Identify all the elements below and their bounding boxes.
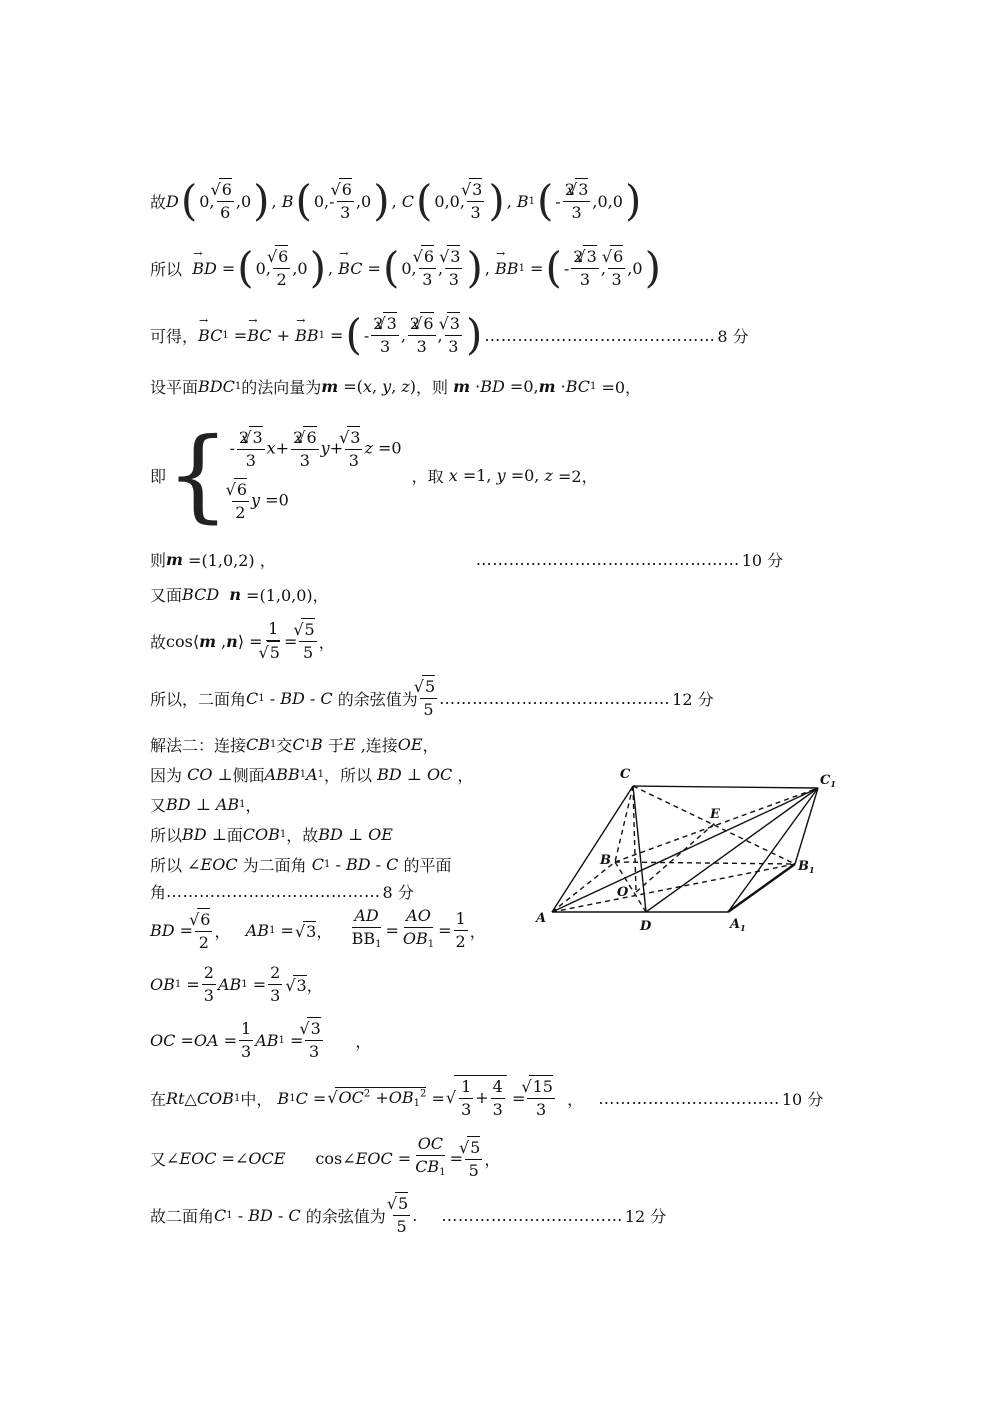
text: ，故 xyxy=(286,826,319,845)
method2-line: 解法二：连接 CB 1 交 C 1 B 于 E ,连接 OE ， xyxy=(150,735,439,755)
score: 12 分 xyxy=(624,1206,667,1226)
edge-a1c1 xyxy=(728,788,818,912)
step-line: 因为 CO ⊥ 侧面 ABB 1 A 1 ，所以 BD ⊥ OC ， xyxy=(150,765,474,785)
score: 8 分 xyxy=(382,883,414,902)
text: 在 xyxy=(150,1089,167,1109)
dot-leader: ………………………………… xyxy=(166,882,381,901)
answer-line-2: 故二面角 C 1 - BD - C 的余弦值为 √ $\frac{5}{5}$ . …………………………… 12 分 xyxy=(150,1192,666,1238)
dot-leader: ………………………………………… xyxy=(475,550,740,569)
point-d: D xyxy=(166,191,179,211)
oc-line: OC = OA = $\frac{1}{3}$ AB 1 = √ $\frac{3}{3}$ ， xyxy=(150,1017,371,1063)
text: 设平面 xyxy=(150,378,199,397)
step-line: 所以 BD ⊥ 面 COB 1 ，故 BD ⊥ OE xyxy=(150,825,393,845)
label-a: A xyxy=(536,911,547,926)
text: 交 xyxy=(276,736,293,755)
text: 面 xyxy=(226,826,243,845)
prism-figure xyxy=(520,760,850,950)
angle-line: 又 ∠ EOC =∠ OCE cos∠ EOC = $\frac{OC}{CB_1}$ = √ $\frac{5}{5}$ ， xyxy=(150,1133,500,1184)
rt-line: 在 Rt △ COB 1 中， B 1 C = √ $OC^2 +OB_1^2$ = √ $\frac{1}{3}$ + $\frac{4}{3}$ = √ $\frac{15}{3}$ ， …………………………… 10 分 xyxy=(150,1075,823,1121)
label-d: D xyxy=(640,919,652,934)
label-e: E xyxy=(710,807,720,822)
step-line xyxy=(150,880,414,903)
text-prefix: 所以 xyxy=(150,259,183,279)
text-prefix: 可得， xyxy=(150,326,199,346)
dot-leader: …………………………………… xyxy=(439,688,671,708)
step-line: 又 BD ⊥ AB 1 ， xyxy=(150,795,262,815)
label-b: B xyxy=(600,853,611,868)
label-b1: $B_1$ xyxy=(798,859,815,875)
m-value-line: 则 m =(1,0,2) ， ………………………………………… 10 分 xyxy=(150,550,784,570)
edge-dc1 xyxy=(646,788,818,912)
edge-c1b1 xyxy=(795,788,818,864)
text: 故二面角 xyxy=(150,1206,215,1226)
text: 侧面 xyxy=(232,766,265,785)
edge-bb1 xyxy=(615,862,795,864)
text: ，取 xyxy=(411,466,444,486)
step-line: 所以 ∠ EOC 为二面角 C 1 - BD - C 的平面 xyxy=(150,855,452,875)
point-c: C xyxy=(401,191,415,211)
dot-leader: …………………………… xyxy=(441,1205,623,1225)
label-c1: $C_1$ xyxy=(820,773,836,789)
text: 所以 xyxy=(150,856,183,875)
text: 为二面角 xyxy=(242,856,307,875)
label-b1-text: B xyxy=(798,859,809,874)
edge-cc1 xyxy=(633,786,818,788)
text: 的法向量为 xyxy=(241,378,322,397)
text: 则 xyxy=(150,551,167,570)
text: 即 xyxy=(150,466,167,486)
equation-system: 即 { - $\frac{2√ 3}{3}$ x+ $\frac{2√ 6}{3}$ y+ √ $\frac{3}{3}$ z =0 √ $\frac{6}{2}$ y =0 ，取 x =1, y =0, z =2， xyxy=(150,425,598,525)
text: 所以，二面角 xyxy=(150,689,247,709)
label-a1: $A_1$ xyxy=(730,917,746,933)
point-b1: B xyxy=(516,191,529,211)
text: ,连接 xyxy=(360,736,398,755)
label-a1-text: A xyxy=(730,917,741,932)
score: 12 分 xyxy=(672,689,714,709)
label-c: C xyxy=(620,767,631,782)
answer-line-1: 所以，二面角 C 1 - BD - C 的余弦值为 √ $\frac{5}{5}$ …………………………………… 12 分 xyxy=(150,675,714,721)
text: 角 xyxy=(150,883,167,902)
normal-vector-line: 设平面 BDC 1 的法向量为 m =( x , y , z ) ，则 m · BD =0, m · BC 1 =0， xyxy=(150,377,642,397)
text: ，所以 xyxy=(324,766,373,785)
score: 10 分 xyxy=(781,1089,824,1109)
vectors-line: 所以 → BD = ( 0, √ $\frac{6}{2}$ ,0 ) , → BC = ( 0, √ $\frac{6}{3}$ , √ $\frac{3}{3}$ ) , → BB 1 = ( - $\frac{2√ 3}{3}$ , √ $\frac{6}{3}$ ,0 ) xyxy=(150,245,663,291)
coords-line: 故 D ( 0, √ $\frac{6}{6}$ ,0 ) , B ( 0,- √ $\frac{6}{3}$ ,0 ) , C ( 0,0, √ $\frac{3}{3}$ ) , B 1 ( - $\frac{2√ 3}{3}$ ,0,0 ) xyxy=(150,178,643,224)
text: 所以 xyxy=(150,826,183,845)
lengths-line: BD = √ $\frac{6}{2}$ ， AB 1 = √ 3 ， $\frac{AD}{BB_1}$ = $\frac{AO}{OB_1}$ = $\frac{1}{2}$ ， xyxy=(150,905,486,956)
text-prefix: 故 xyxy=(150,192,167,212)
ob1-line: OB 1 = $\frac{2}{3}$ AB 1 = $\frac{2}{3}$ √ 3 ， xyxy=(150,962,323,1007)
dot-leader: …………………………………… xyxy=(484,325,716,345)
edge-bc1 xyxy=(615,788,818,862)
score: 10 分 xyxy=(741,551,784,570)
text: 的余弦值为 xyxy=(305,1206,386,1226)
edge-ab1 xyxy=(552,864,795,912)
text: 的余弦值为 xyxy=(337,689,418,709)
text: ，则 xyxy=(416,378,449,397)
label-o: O xyxy=(617,885,629,900)
text: 故 xyxy=(150,632,167,652)
dot-leader: …………………………… xyxy=(598,1088,780,1108)
text: 解法二：连接 xyxy=(150,736,247,755)
text: 于 xyxy=(327,736,344,755)
result-line: 可得， → BC 1 = → BC + → BB 1 = ( - $\frac{2√ 3}{3}$ , $\frac{2√ 6}{3}$ , √ $\frac{3}{3}$ ) …………………………………… 8 分 xyxy=(150,312,749,358)
edge-cb xyxy=(615,786,633,862)
label-c1-text: C xyxy=(820,773,831,788)
text: 因为 xyxy=(150,766,183,785)
text: 又 xyxy=(150,796,167,815)
text: 又 xyxy=(150,1150,167,1169)
text: 中， xyxy=(240,1089,273,1109)
point-b: B xyxy=(281,191,294,211)
text: 又面 xyxy=(150,586,183,605)
text: 的平面 xyxy=(403,856,452,875)
cos-line: 故 cos⟨ m , n ⟩ = 1 √ 5 = √ $\frac{5}{5}$ ， xyxy=(150,618,335,664)
n-value-line: 又面 BCD n =(1,0,0)， xyxy=(150,585,329,605)
edge-a1b1 xyxy=(728,864,795,912)
score: 8 分 xyxy=(717,326,749,346)
